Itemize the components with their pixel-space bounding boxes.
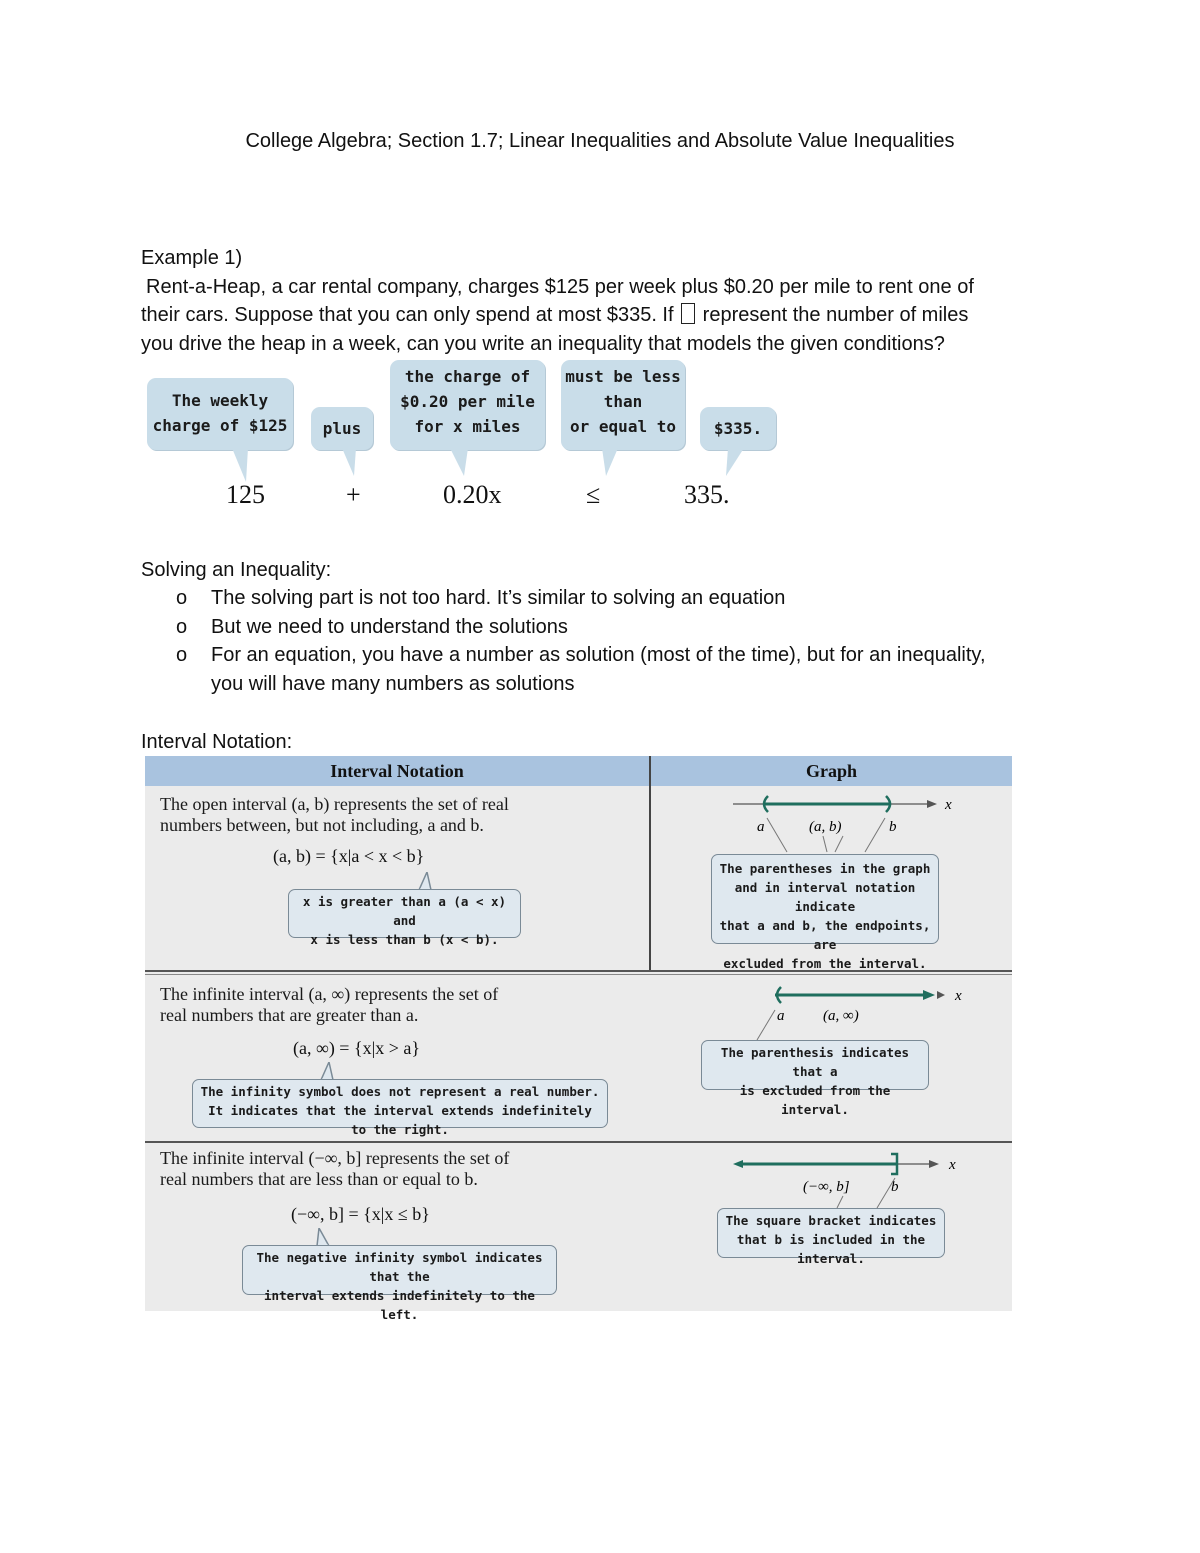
left-infinite-number-line — [727, 1148, 987, 1208]
endpoint-label-b: b — [889, 819, 897, 835]
equation-plus: + — [346, 480, 361, 509]
pointer-line — [835, 836, 843, 852]
equation-term-mileage: 0.20x — [443, 480, 502, 509]
pointer-line — [865, 818, 885, 852]
graph-note-line-2: is excluded from the interval. — [739, 1083, 891, 1117]
description-line-2: numbers between, but not including, a and b. — [160, 815, 484, 835]
bubble-charge-line-2: $0.20 per mile — [400, 392, 535, 411]
open-interval-graph-note — [711, 854, 939, 971]
page-title: College Algebra; Section 1.7; Linear Inequalities and Absolute Value Inequalities — [245, 130, 955, 152]
graph-note-line-2: that b is included in the interval. — [736, 1232, 926, 1266]
bubble-less-or-equal — [561, 360, 685, 450]
graph-note-line-1: The parentheses in the graph — [719, 861, 931, 876]
missing-glyph-icon — [681, 303, 695, 324]
axis-arrow — [929, 1160, 939, 1168]
bubble-total: $335. — [700, 407, 776, 450]
bubble-plus: plus — [311, 407, 373, 450]
example-text-line-1: Rent-a-Heap, a car rental company, charges $125 per week plus $0.20 per mile to rent one of — [146, 276, 974, 298]
graph-note-line-4: excluded from the interval. — [723, 956, 927, 971]
endpoint-label-b: b — [891, 1179, 899, 1195]
description-line-1: The infinite interval (−∞, b] represents the set of — [160, 1148, 510, 1168]
bubble-tail-weekly — [228, 448, 258, 484]
open-interval-description — [160, 794, 640, 836]
bubble-tail-must — [598, 448, 622, 478]
list-item-line-1: For an equation, you have a number as solution (most of the time), but for an inequality, — [211, 644, 986, 666]
interval-label: (a, b) — [809, 819, 842, 835]
solving-bullet-list — [141, 584, 1101, 698]
right-infinite-number-line — [745, 982, 985, 1042]
open-interval-formula: (a, b) = {x|a < x < b} — [273, 846, 425, 866]
interval-label: (a, ∞) — [823, 1008, 859, 1024]
list-item — [141, 641, 1101, 698]
equation-leq: ≤ — [586, 480, 601, 509]
open-interval-number-line — [715, 790, 975, 860]
left-infinite-interval-description — [160, 1148, 640, 1190]
note-line-1: The negative infinity symbol indicates that the — [256, 1250, 543, 1284]
note-line-2: It indicates that the interval extends indefinitely to the right. — [208, 1103, 592, 1137]
axis-arrow — [927, 800, 937, 808]
interval-heading: Interval Notation: — [141, 731, 293, 753]
bubble-must-line-1: must be less — [565, 367, 681, 386]
pointer-line — [767, 818, 787, 852]
example-heading: Example 1) — [141, 247, 243, 269]
graph-note-line-1: The parenthesis indicates that a — [720, 1045, 910, 1079]
example-text-line-2 — [141, 301, 968, 330]
bubble-charge-line-3: for x miles — [414, 417, 521, 436]
column-header-graph: Graph — [651, 756, 1012, 786]
graph-note-line-1: The square bracket indicates — [725, 1213, 937, 1228]
list-item: o But we need to understand the solutions — [141, 613, 1101, 642]
bubble-weekly-charge — [147, 378, 293, 450]
pointer-line — [757, 1010, 775, 1040]
axis-arrow — [937, 991, 945, 999]
bubble-must-line-2: than — [603, 392, 643, 411]
example-text-line-2-b: represent the number of miles — [702, 304, 969, 326]
right-infinite-graph-note — [701, 1040, 929, 1117]
example-text-line-3: you drive the heap in a week, can you write an inequality that models the given conditions? — [141, 333, 945, 355]
axis-label-x: x — [945, 797, 952, 813]
column-header-interval-notation: Interval Notation — [145, 756, 649, 786]
bubble-weekly-line-1: The weekly — [171, 391, 269, 410]
interval-notation-table — [145, 756, 1012, 1322]
description-line-1: The open interval (a, b) represents the set of real — [160, 794, 509, 814]
note-line-2: x is less than b (x < b). — [310, 932, 499, 947]
left-infinite-graph-note — [717, 1208, 945, 1266]
example-text-line-2-a: their cars. Suppose that you can only spend at most $335. If — [141, 304, 674, 326]
endpoint-label-a: a — [777, 1008, 785, 1024]
bubble-tail-charge — [448, 448, 472, 478]
interval-label: (−∞, b] — [803, 1179, 850, 1195]
list-item: o The solving part is not too hard. It’s similar to solving an equation — [141, 584, 1101, 613]
bubble-weekly-line-2: charge of $125 — [152, 416, 288, 435]
solving-heading: Solving an Inequality: — [141, 559, 332, 581]
pointer-line — [837, 1196, 843, 1208]
description-line-2: real numbers that are greater than a. — [160, 1005, 419, 1025]
list-item-line-2: you will have many numbers as solutions — [211, 672, 575, 695]
bubble-tail-total — [722, 448, 746, 478]
equation-term-335: 335. — [684, 480, 730, 509]
bubble-must-line-3: or equal to — [570, 417, 676, 436]
note-line-1: x is greater than a (a < x) and — [302, 894, 507, 928]
note-line-1: The infinity symbol does not represent a real number. — [200, 1084, 600, 1099]
description-line-1: The infinite interval (a, ∞) represents the set of — [160, 984, 499, 1004]
note-line-2: interval extends indefinitely to the left. — [264, 1288, 535, 1322]
description-line-2: real numbers that are less than or equal to b. — [160, 1169, 478, 1189]
equation-term-125: 125 — [226, 480, 265, 509]
graph-note-line-3: that a and b, the endpoints, are — [719, 918, 931, 952]
row-divider-1b — [145, 974, 1012, 975]
left-infinite-interval-note — [242, 1245, 557, 1322]
open-interval-note — [288, 889, 521, 947]
axis-label-x: x — [955, 988, 962, 1004]
column-divider — [649, 756, 651, 972]
bubble-charge-line-1: the charge of — [404, 367, 531, 386]
right-infinite-interval-note — [192, 1079, 608, 1137]
graph-note-line-2: and in interval notation indicate — [734, 880, 916, 914]
endpoint-label-a: a — [757, 819, 765, 835]
pointer-line — [823, 836, 827, 852]
bubble-tail-plus — [340, 448, 360, 478]
axis-label-x: x — [949, 1157, 956, 1173]
left-infinite-interval-formula: (−∞, b] = {x|x ≤ b} — [291, 1204, 430, 1224]
ray-arrow — [923, 990, 935, 1000]
row-divider-2 — [145, 1141, 1012, 1143]
bubble-mileage-charge — [390, 360, 545, 450]
right-infinite-interval-formula: (a, ∞) = {x|x > a} — [293, 1038, 420, 1058]
right-infinite-interval-description — [160, 984, 640, 1026]
